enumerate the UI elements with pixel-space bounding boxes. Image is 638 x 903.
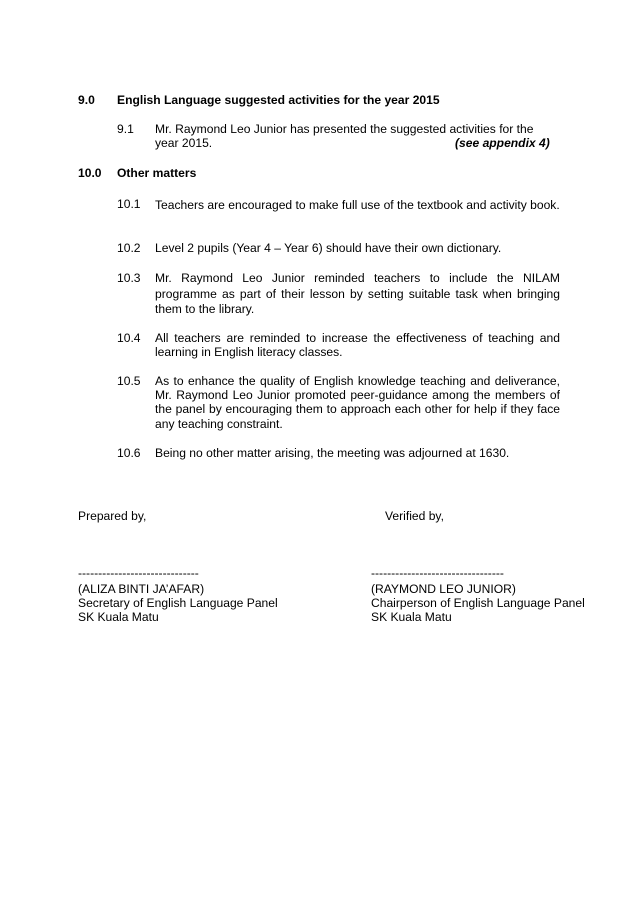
item-text: Level 2 pupils (Year 4 – Year 6) should have their own dictionary.: [155, 241, 502, 255]
item-number: 9.1: [117, 122, 134, 136]
item-number: 10.2: [117, 241, 141, 255]
prepared-by-label: Prepared by,: [78, 509, 147, 523]
verified-signature-line: ---------------------------------: [371, 566, 504, 580]
item-text: Mr. Raymond Leo Junior has presented the suggested activities for the: [155, 122, 534, 136]
verified-school: SK Kuala Matu: [371, 610, 452, 624]
item-number: 10.3: [117, 271, 141, 285]
verified-role: Chairperson of English Language Panel: [371, 596, 585, 610]
item-text: All teachers are reminded to increase the effectiveness of teaching and learning in English literacy classes.: [155, 331, 560, 360]
item-number: 10.1: [117, 197, 141, 211]
item-text: As to enhance the quality of English knowledge teaching and deliverance, Mr. Raymond Leo Junior promoted peer-guidance among the members of the panel by encouraging them to approach each other for help if they face any teaching constraint.: [155, 374, 560, 431]
item-number: 10.6: [117, 446, 141, 460]
prepared-signature-line: ------------------------------: [78, 566, 199, 580]
item-number: 10.4: [117, 331, 141, 345]
verified-by-label: Verified by,: [385, 509, 444, 523]
prepared-school: SK Kuala Matu: [78, 610, 159, 624]
section-title: English Language suggested activities for the year 2015: [117, 93, 440, 107]
item-text-continued: year 2015.: [155, 136, 213, 150]
prepared-role: Secretary of English Language Panel: [78, 596, 278, 610]
item-text: Being no other matter arising, the meeting was adjourned at 1630.: [155, 446, 510, 460]
section-title: Other matters: [117, 166, 197, 180]
prepared-name: (ALIZA BINTI JA’AFAR): [78, 582, 205, 596]
section-number: 9.0: [78, 93, 95, 107]
item-number: 10.5: [117, 374, 141, 388]
appendix-reference: (see appendix 4): [455, 136, 550, 150]
item-text: Mr. Raymond Leo Junior reminded teachers to include the NILAM programme as part of their lesson by setting suitable task when bringing them to the library.: [155, 271, 560, 316]
item-text: Teachers are encouraged to make full use of the textbook and activity book.: [155, 198, 560, 212]
section-number: 10.0: [78, 166, 102, 180]
verified-name: (RAYMOND LEO JUNIOR): [371, 582, 516, 596]
